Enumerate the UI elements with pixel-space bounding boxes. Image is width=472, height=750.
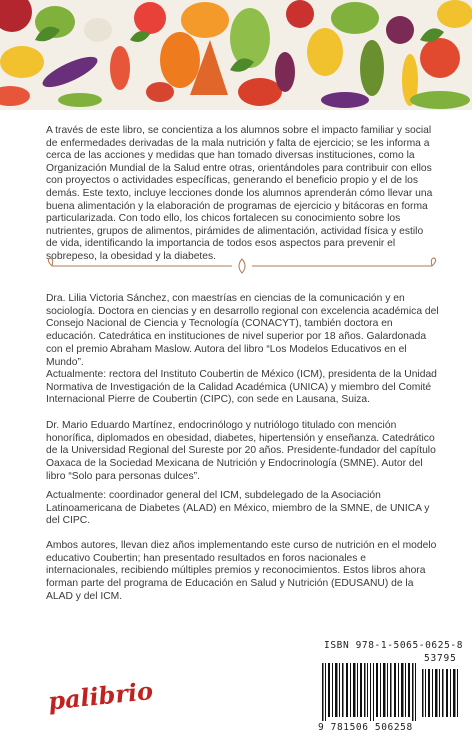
book-description: A través de este libro, se concientiza a los alumnos sobre el impacto familiar y social de enfermedades derivadas de la mala nutrición y falta de ejercicio; se les informa a cerca de las acciones y medidas que han tomado diversas instituciones, como la Organización Mundial de la Salud entre otras, orientándoles para contribuir con ellos con proyectos o actividades específicas, generando el beneficio propio y el de los demás. Este texto, incluye lecciones donde los alumnos aprenderán cómo llevar una buena alimentación y la elaboración de programas de ejercicio y bitácoras en forma particularizada. Con todo ello, los chicos fortalecen su conocimiento sobre los nutrientes, grupos de alimentos, pirámides de alimentación, actividad física y estilo de vida, identificando la importancia de todos esos aspectos para prevenir el sobrepeso, la obesidad y la diabetes.: [46, 125, 433, 262]
isbn-barcode: [316, 640, 466, 736]
ornamental-divider: [42, 256, 442, 276]
isbn-digits: 9 781506 506258: [318, 722, 413, 733]
author-bio-mario: Dr. Mario Eduardo Martínez, endocrinólogo y nutriólogo titulado con mención honorífica, diplomados en obesidad, diabetes, hipertensión y enseñanza. Catedrático de la Universidad Regional del Sureste por 20 años. Presidente-fundador del capítulo Oaxaca de la Sociedad Mexicana de Nutrición y Endocrinología (SMNE). Autor del libro “Solo para personas dulces”.: [46, 420, 436, 482]
svg-text:palibrio: palibrio: [46, 676, 155, 716]
price-code: 53795: [424, 653, 457, 664]
isbn-label: ISBN 978-1-5065-0625-8: [324, 640, 464, 651]
vegetable-illustration-banner: [0, 0, 472, 110]
author-bio-lilia: Dra. Lilia Victoria Sánchez, con maestrías en ciencias de la comunicación y en sociología. Doctora en ciencias y en desarrollo regional con excelencia académica del Consejo Nacional de Ciencia y Tecnología (CONACYT), también doctora en educación. Catedrática en instituciones de nivel superior por 18 años. Galardonada con el premio Abraham Maslow. Autora del libro “Los Modelos Educativos en el Mundo”.: [46, 293, 439, 368]
author-current-role-lilia: Actualmente: rectora del Instituto Coubertin de México (ICM), presidenta de la Unidad Normativa de Investigación de la Calidad Académica (UNICA) y miembro del Comité Internacional Pierre de Coubertin (CIPC), con sede en Lausana, Suiza.: [46, 369, 437, 406]
authors-joint-statement: Ambos autores, llevan diez años implementando este curso de nutrición en el modelo educativo Coubertin; han presentado resultados en foros nacionales e internacionales, recibiendo múltiples premios y reconocimientos. Estos libros ahora forman parte del programa de Educación en Salud y Nutrición (EDUSANU) de la ALAD y del ICM.: [46, 540, 437, 602]
palibrio-logo: [44, 676, 174, 721]
author-current-role-mario: Actualmente: coordinador general del ICM, subdelegado de la Asociación Latinoamericana de Diabetes (ALAD) en México, miembro de la SMNE, de UNICA y del CIPC.: [46, 490, 430, 527]
barcode-bars: [320, 663, 462, 721]
vegetables-image: [0, 0, 472, 110]
